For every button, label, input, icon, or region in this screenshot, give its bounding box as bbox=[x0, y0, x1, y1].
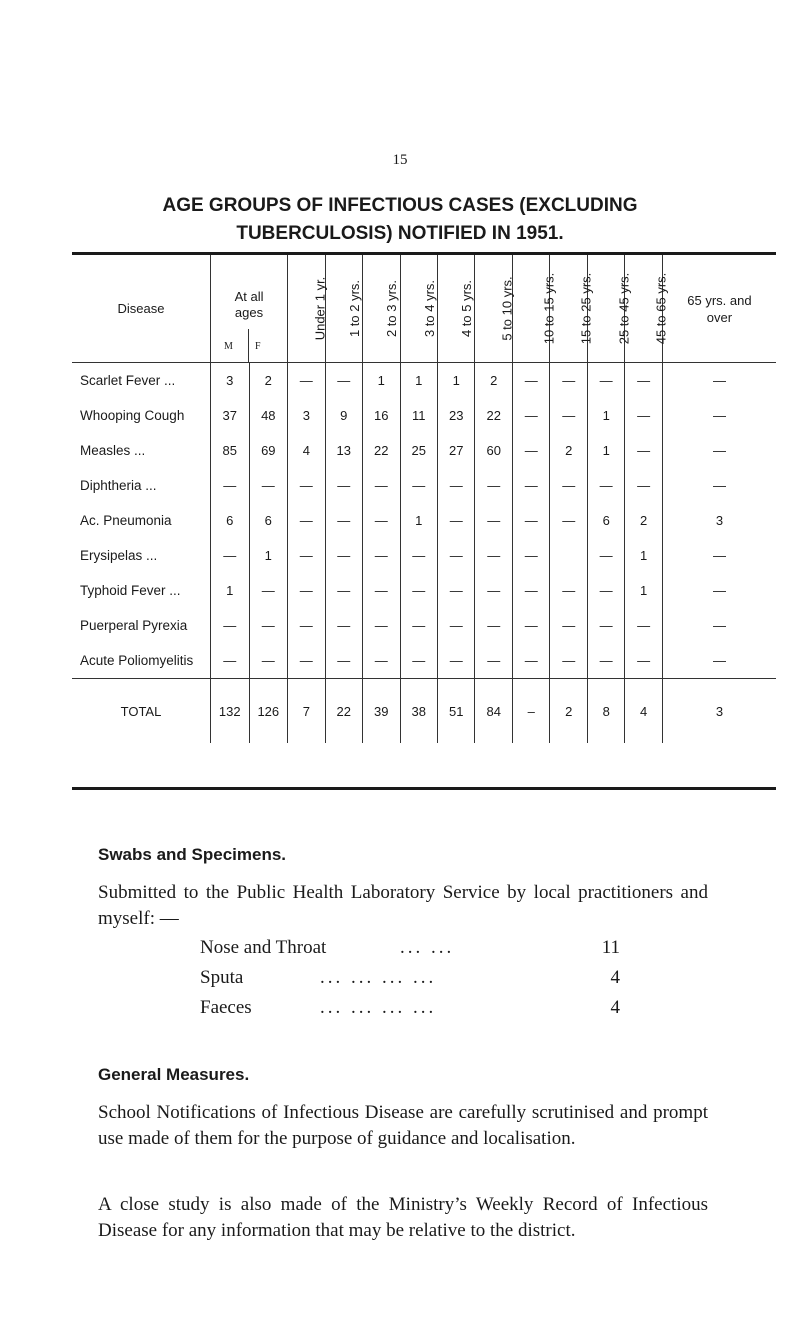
cell-value: — bbox=[475, 468, 512, 503]
cell-value: 22 bbox=[363, 433, 400, 468]
cell-value: 1 bbox=[438, 363, 475, 398]
cell-value: — bbox=[363, 503, 400, 538]
cell-value: — bbox=[363, 608, 400, 643]
header-all-ages bbox=[211, 255, 288, 362]
cell-value: — bbox=[400, 608, 437, 643]
cell-value: — bbox=[512, 608, 549, 643]
cell-value: — bbox=[587, 608, 624, 643]
cell-value: 4 bbox=[288, 433, 325, 468]
cell-value: — bbox=[475, 573, 512, 608]
leader-dots: ... ... ... ... bbox=[320, 967, 437, 988]
cell-male: 1 bbox=[211, 573, 250, 608]
cell-value: 1 bbox=[625, 538, 662, 573]
cell-value: — bbox=[587, 643, 624, 678]
cell-value: — bbox=[512, 503, 549, 538]
cell-value: — bbox=[512, 643, 549, 678]
total-value: 84 bbox=[475, 679, 512, 743]
specimen-name: Sputa bbox=[200, 967, 244, 988]
cell-value: — bbox=[438, 538, 475, 573]
total-value: 38 bbox=[400, 679, 437, 743]
cell-value: 2 bbox=[475, 363, 512, 398]
cell-value: 11 bbox=[400, 398, 437, 433]
cell-value: — bbox=[550, 573, 587, 608]
cell-value: — bbox=[712, 583, 726, 598]
total-label: TOTAL bbox=[72, 679, 211, 743]
cell-value: 22 bbox=[475, 398, 512, 433]
table-row bbox=[72, 433, 776, 468]
specimen-name: Nose and Throat bbox=[200, 937, 327, 958]
cell-value: — bbox=[438, 643, 475, 678]
general-para-2: A close study is also made of the Ministry’s Weekly Record of Infectious Disease for any information that may be relative to the district. bbox=[98, 1194, 708, 1241]
cell-value: — bbox=[625, 433, 662, 468]
table-header-row bbox=[72, 255, 776, 362]
specimen-name: Faeces bbox=[200, 997, 252, 1018]
cell-male: 3 bbox=[211, 363, 250, 398]
cell-female: 6 bbox=[249, 503, 288, 538]
cell-value: — bbox=[712, 548, 726, 563]
cell-value: — bbox=[438, 503, 475, 538]
cell-value: — bbox=[475, 608, 512, 643]
total-male: 132 bbox=[211, 679, 250, 743]
cell-value: — bbox=[363, 538, 400, 573]
header-age-5: 5 to 10 yrs. bbox=[475, 255, 512, 362]
header-age-1: 1 to 2 yrs. bbox=[325, 255, 362, 362]
cell-value: — bbox=[325, 573, 362, 608]
list-item bbox=[200, 997, 620, 1027]
row-disease-name: Diphtheria ... bbox=[72, 468, 211, 503]
page-number: 15 bbox=[392, 152, 408, 168]
cell-value: — bbox=[288, 643, 325, 678]
table-row bbox=[72, 643, 776, 678]
leader-dots: ... ... ... ... bbox=[320, 997, 437, 1018]
cell-value: — bbox=[712, 408, 726, 423]
cell-value: 13 bbox=[325, 433, 362, 468]
general-para-1: School Notifications of Infectious Disease are carefully scrutinised and prompt use made of them for the purpose of guidance and localisation. bbox=[98, 1102, 708, 1149]
cell-value: — bbox=[512, 538, 549, 573]
cell-value: — bbox=[325, 643, 362, 678]
cell-value: — bbox=[512, 363, 549, 398]
header-age-9: 45 to 65 yrs. bbox=[625, 255, 662, 362]
header-female: F bbox=[255, 341, 261, 352]
cell-value: — bbox=[625, 643, 662, 678]
cell-value: 2 bbox=[625, 503, 662, 538]
row-disease-name: Typhoid Fever ... bbox=[72, 573, 211, 608]
cell-value: — bbox=[288, 363, 325, 398]
cell-value: — bbox=[363, 468, 400, 503]
total-row bbox=[72, 679, 776, 743]
cell-value: — bbox=[625, 468, 662, 503]
cell-value: — bbox=[475, 538, 512, 573]
list-item bbox=[200, 967, 620, 997]
cell-value: — bbox=[712, 373, 726, 388]
cell-male: 85 bbox=[211, 433, 250, 468]
cell-value: — bbox=[325, 608, 362, 643]
cell-value: — bbox=[475, 503, 512, 538]
cell-value: — bbox=[550, 363, 587, 398]
cell-female: 2 bbox=[249, 363, 288, 398]
cell-value: — bbox=[712, 443, 726, 458]
cell-value: 1 bbox=[587, 433, 624, 468]
cell-value: 9 bbox=[325, 398, 362, 433]
cell-value: — bbox=[363, 573, 400, 608]
cell-value: 25 bbox=[400, 433, 437, 468]
table-bottom-rule bbox=[72, 787, 776, 790]
cell-value: — bbox=[288, 538, 325, 573]
total-female: 126 bbox=[249, 679, 288, 743]
header-age-2: 2 to 3 yrs. bbox=[363, 255, 400, 362]
total-value: 39 bbox=[363, 679, 400, 743]
header-disease: Disease bbox=[72, 255, 211, 362]
cell-value bbox=[550, 538, 587, 573]
title-line-2: TUBERCULOSIS) NOTIFIED IN 1951. bbox=[236, 223, 564, 244]
row-disease-name: Ac. Pneumonia bbox=[72, 503, 211, 538]
cell-value: 16 bbox=[363, 398, 400, 433]
header-age-7: 15 to 25 yrs. bbox=[550, 255, 587, 362]
cell-value: — bbox=[712, 653, 726, 668]
cell-male: — bbox=[211, 468, 250, 503]
cell-female: 1 bbox=[249, 538, 288, 573]
header-65-and-over: 65 yrs. and over bbox=[687, 292, 752, 325]
cell-value: 1 bbox=[363, 363, 400, 398]
row-disease-name: Erysipelas ... bbox=[72, 538, 211, 573]
specimen-count: 4 bbox=[610, 967, 620, 988]
cell-value: 1 bbox=[400, 363, 437, 398]
cell-value: — bbox=[550, 608, 587, 643]
header-age-8: 25 to 45 yrs. bbox=[587, 255, 624, 362]
cell-value: — bbox=[438, 608, 475, 643]
cell-value: — bbox=[325, 538, 362, 573]
row-disease-name: Scarlet Fever ... bbox=[72, 363, 211, 398]
cell-value: 1 bbox=[587, 398, 624, 433]
cell-value: — bbox=[550, 398, 587, 433]
cell-value: — bbox=[550, 643, 587, 678]
total-value: 51 bbox=[438, 679, 475, 743]
table-body bbox=[72, 363, 776, 743]
cell-value: — bbox=[325, 503, 362, 538]
age-groups-table bbox=[72, 255, 776, 743]
cell-female: — bbox=[249, 573, 288, 608]
cell-value: — bbox=[400, 538, 437, 573]
table-row bbox=[72, 468, 776, 503]
cell-value: — bbox=[512, 573, 549, 608]
table-row bbox=[72, 398, 776, 433]
cell-value: — bbox=[550, 503, 587, 538]
page-title bbox=[60, 192, 740, 248]
mf-divider bbox=[248, 329, 249, 362]
table-row bbox=[72, 538, 776, 573]
cell-female: — bbox=[249, 468, 288, 503]
cell-value: — bbox=[550, 468, 587, 503]
cell-value: — bbox=[587, 573, 624, 608]
cell-value: — bbox=[512, 433, 549, 468]
row-disease-name: Puerperal Pyrexia bbox=[72, 608, 211, 643]
cell-value: — bbox=[475, 643, 512, 678]
swabs-intro: Submitted to the Public Health Laboratory Service by local practitioners and myself: — bbox=[98, 882, 708, 929]
cell-value: — bbox=[587, 538, 624, 573]
cell-male: 37 bbox=[211, 398, 250, 433]
specimen-count: 4 bbox=[610, 997, 620, 1018]
cell-value: — bbox=[400, 468, 437, 503]
table-row bbox=[72, 573, 776, 608]
total-value: 2 bbox=[550, 679, 587, 743]
cell-value: — bbox=[512, 398, 549, 433]
header-age-6: 10 to 15 yrs. bbox=[512, 255, 549, 362]
cell-female: — bbox=[249, 608, 288, 643]
cell-value: — bbox=[400, 573, 437, 608]
list-item bbox=[200, 937, 620, 967]
total-value: 22 bbox=[325, 679, 362, 743]
cell-value: — bbox=[587, 363, 624, 398]
cell-value: — bbox=[712, 478, 726, 493]
header-all-ages-line2: ages bbox=[234, 305, 264, 320]
cell-female: — bbox=[249, 643, 288, 678]
cell-value: — bbox=[288, 573, 325, 608]
header-age-4: 4 to 5 yrs. bbox=[438, 255, 475, 362]
table-row bbox=[72, 608, 776, 643]
cell-value: — bbox=[325, 468, 362, 503]
cell-value: 23 bbox=[438, 398, 475, 433]
cell-female: 69 bbox=[249, 433, 288, 468]
cell-value: — bbox=[438, 573, 475, 608]
general-measures-heading: General Measures. bbox=[98, 1065, 250, 1084]
cell-value: — bbox=[625, 363, 662, 398]
cell-value: — bbox=[288, 468, 325, 503]
cell-value: 6 bbox=[587, 503, 624, 538]
cell-value: — bbox=[512, 468, 549, 503]
cell-value: — bbox=[288, 608, 325, 643]
cell-value: — bbox=[325, 363, 362, 398]
cell-value: — bbox=[363, 643, 400, 678]
cell-value: — bbox=[288, 503, 325, 538]
total-value: 3 bbox=[715, 703, 724, 719]
total-value: 7 bbox=[288, 679, 325, 743]
specimen-count: 11 bbox=[601, 937, 620, 958]
cell-value: 3 bbox=[288, 398, 325, 433]
header-age-0: Under 1 yr. bbox=[288, 255, 325, 362]
row-disease-name: Acute Poliomyelitis bbox=[72, 643, 211, 678]
table-row bbox=[72, 363, 776, 398]
leader-dots: ... ... bbox=[400, 937, 455, 958]
cell-value: — bbox=[400, 643, 437, 678]
table-row bbox=[72, 503, 776, 538]
cell-female: 48 bbox=[249, 398, 288, 433]
cell-value: 60 bbox=[475, 433, 512, 468]
cell-value: — bbox=[587, 468, 624, 503]
cell-value: 27 bbox=[438, 433, 475, 468]
cell-value: 3 bbox=[715, 513, 724, 528]
cell-value: — bbox=[438, 468, 475, 503]
cell-male: — bbox=[211, 643, 250, 678]
cell-value: — bbox=[625, 398, 662, 433]
cell-value: 1 bbox=[400, 503, 437, 538]
total-value: – bbox=[512, 679, 549, 743]
cell-value: 2 bbox=[550, 433, 587, 468]
header-age-3: 3 to 4 yrs. bbox=[400, 255, 437, 362]
cell-value: 1 bbox=[625, 573, 662, 608]
swabs-heading: Swabs and Specimens. bbox=[98, 845, 287, 864]
title-line-1: AGE GROUPS OF INFECTIOUS CASES (EXCLUDING bbox=[162, 195, 638, 216]
header-all-ages-line1: At all bbox=[234, 289, 264, 304]
cell-male: — bbox=[211, 608, 250, 643]
total-value: 4 bbox=[625, 679, 662, 743]
total-value: 8 bbox=[587, 679, 624, 743]
header-male: M bbox=[224, 341, 233, 352]
cell-male: 6 bbox=[211, 503, 250, 538]
cell-male: — bbox=[211, 538, 250, 573]
specimen-list bbox=[200, 937, 620, 1027]
cell-value: — bbox=[712, 618, 726, 633]
cell-value: — bbox=[625, 608, 662, 643]
row-disease-name: Measles ... bbox=[72, 433, 211, 468]
row-disease-name: Whooping Cough bbox=[72, 398, 211, 433]
